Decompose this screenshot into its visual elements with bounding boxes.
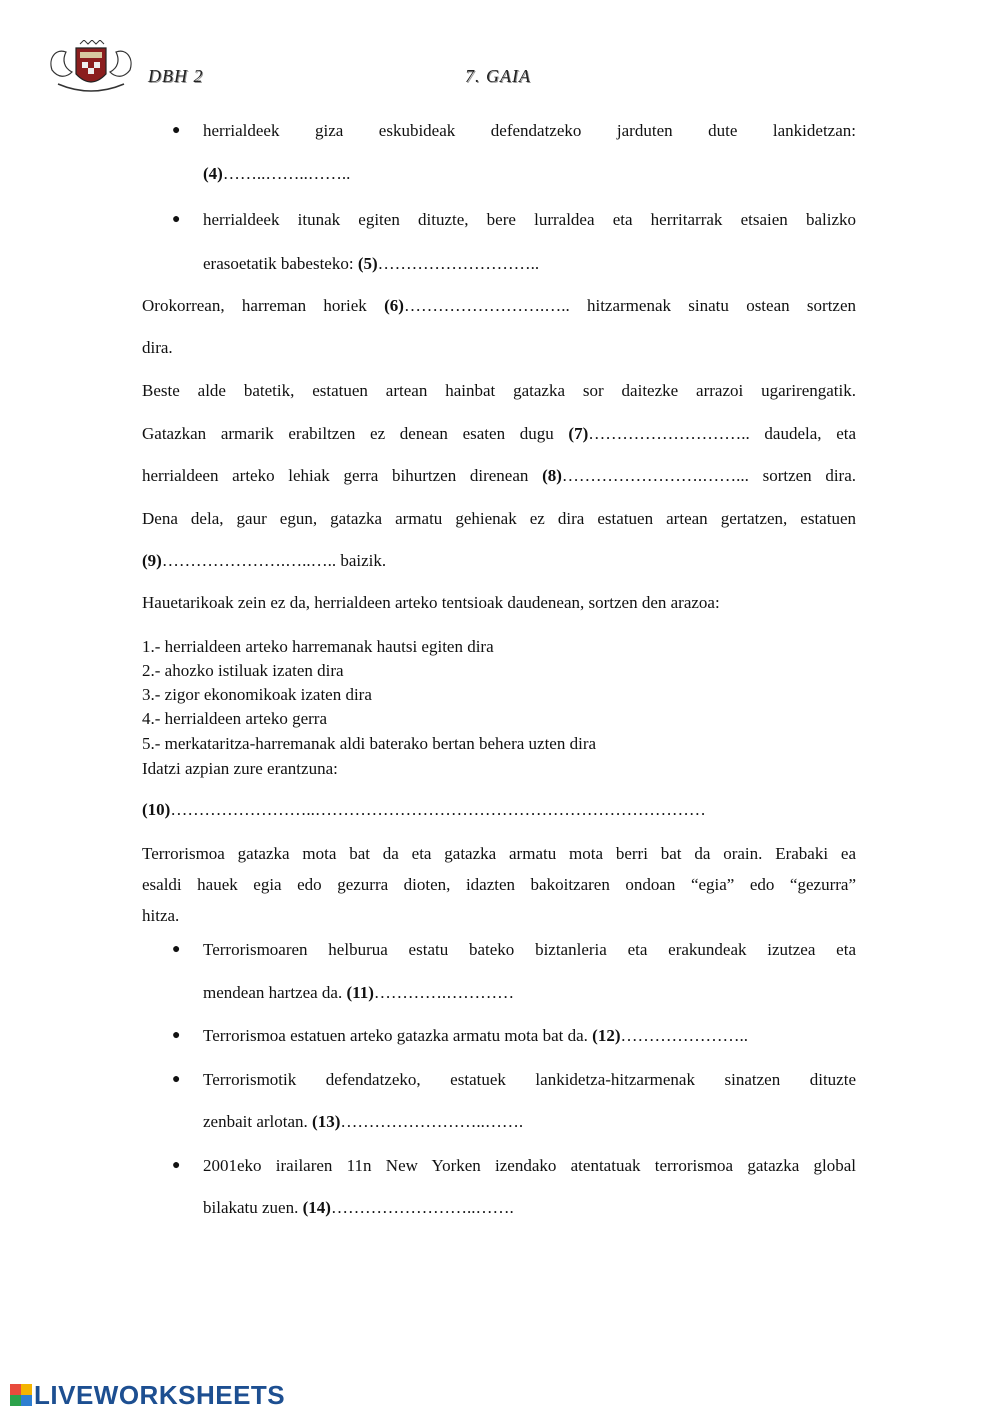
blank-number: (13) [312,1112,341,1131]
blank-dots: …………………….……... [561,466,749,485]
liveworksheets-logo-icon [10,1384,32,1406]
blank-number: (7) [568,424,589,443]
paragraph-7-line3 [142,465,856,487]
bullet-icon: ● [172,942,181,957]
item-13-line2 [203,1111,523,1133]
p9-after: baizik. [340,551,387,570]
question-prompt: Hauetarikoak zein ez da, herrialdeen arteko tentsioak daudenean, sortzen den arazoa: [142,593,720,612]
bullet-icon: ● [172,1028,181,1043]
p7-after: daudela, eta [764,424,857,443]
blank-dots: ……………………..……. [340,1112,524,1131]
paragraph-7-line5 [142,550,856,572]
option-3: 3.- zigor ekonomikoak izaten dira [142,685,372,704]
blank-number: (9) [142,551,162,570]
answer-blank-4[interactable] [203,163,350,185]
blank-dots: ………….………… [373,983,515,1002]
bullet-icon: ● [172,123,181,138]
blank-dots: ……………………..…………………………………………………………… [170,800,706,819]
option-4: 4.- herrialdeen arteko gerra [142,709,327,728]
option-5: 5.- merkataritza-harremanak aldi baterako bertan behera uzten dira [142,734,597,753]
answer-blank-5[interactable] [358,254,539,273]
blank-dots: ………………….…..….. [161,551,337,570]
school-crest-icon [46,40,136,98]
answer-blank-6[interactable] [384,296,570,315]
blank-number: (14) [302,1198,331,1217]
answer-blank-13[interactable] [312,1112,523,1131]
answer-blank-9[interactable] [142,551,336,570]
p6-after: hitzarmenak sinatu ostean sortzen [586,296,857,315]
item-13-text: Terrorismotik defendatzeko, estatuek lankidetza-hitzarmenak sinatzen dituzte [203,1070,856,1089]
option-1: 1.- herrialdeen arteko harremanak hautsi egiten dira [142,637,494,656]
p8-after: sortzen dira. [762,466,857,485]
answer-blank-7[interactable] [568,424,749,443]
liveworksheets-logo[interactable] [10,1378,285,1412]
p6-before: Orokorrean, harreman horiek [142,296,367,315]
item-14-text-end: bilakatu zuen. [203,1198,299,1217]
blank-number: (10) [142,800,171,819]
answer-blank-8[interactable] [542,466,749,485]
option-2: 2.- ahozko istiluak izaten dira [142,661,344,680]
p8-before: herrialdeen arteko lehiak gerra bihurtzen direnean [142,466,529,485]
answer-blank-12[interactable] [592,1026,748,1045]
unit-title: 7. GAIA [465,66,531,86]
blank-dots: ……………………..……. [330,1198,514,1217]
blank-dots: …………………….….. [403,296,570,315]
item-11-text: Terrorismoaren helburua estatu bateko biztanleria eta erakundeak izutzea eta [203,940,856,959]
item-11-text-end: mendean hartzea da. [203,983,343,1002]
answer-blank-14[interactable] [303,1198,514,1217]
answer-blank-10[interactable] [142,799,706,821]
blank-dots: ………………….. [620,1026,748,1045]
terror-intro-line2: esaldi hauek egia edo gezurra dioten, idazten bakoitzaren ondoan “egia” edo “gezurra” [142,875,856,894]
item-5-line2 [203,253,539,275]
item-11-line2 [203,982,514,1004]
blank-dots: ……..……..…….. [222,164,351,183]
blank-number: (4) [203,164,223,183]
blank-number: (11) [346,983,374,1002]
blank-number: (8) [542,466,562,485]
item-14-text: 2001eko irailaren 11n New Yorken izendako atentatuak terrorismoa gatazka global [203,1156,856,1175]
answer-blank-11[interactable] [346,983,514,1002]
paragraph-7-line4: Dena dela, gaur egun, gatazka armatu gehienak ez dira estatuen artean gertatzen, estatuen [142,509,856,528]
paragraph-6-line1 [142,295,856,317]
terror-intro-line1: Terrorismoa gatazka mota bat da eta gatazka armatu mota berri bat da orain. Erabaki ea [142,844,856,863]
item-12-line [203,1025,748,1047]
bullet-icon: ● [172,212,181,227]
blank-dots: ……………………….. [377,254,540,273]
paragraph-6-line2: dira. [142,338,173,357]
bullet-icon: ● [172,1158,181,1173]
blank-dots: ……………………….. [588,424,750,443]
bullet-icon: ● [172,1072,181,1087]
item-12-text: Terrorismoa estatuen arteko gatazka armatu mota bat da. [203,1026,588,1045]
p7-before: Gatazkan armarik erabiltzen ez denean esaten dugu [142,424,554,443]
item-4-text: herrialdeek giza eskubideak defendatzeko jarduten dute lankidetzan: [203,121,856,140]
question-instruction: Idatzi azpian zure erantzuna: [142,759,338,778]
blank-number: (6) [384,296,404,315]
paragraph-7-line1: Beste alde batetik, estatuen artean hainbat gatazka sor daitezke arrazoi ugarirengatik. [142,381,856,400]
blank-number: (12) [592,1026,621,1045]
item-14-line2 [203,1197,514,1219]
course-label: DBH 2 [148,66,204,86]
terror-intro-line3: hitza. [142,906,180,925]
blank-number: (5) [357,254,378,273]
item-5-text-end: erasoetatik babesteko: [203,254,354,273]
item-13-text-end: zenbait arlotan. [203,1112,308,1131]
item-5-text: herrialdeek itunak egiten dituzte, bere lurraldea eta herritarrak etsaien balizko [203,210,856,229]
brand-name: LIVEWORKSHEETS [34,1379,286,1410]
paragraph-7-line2 [142,423,856,445]
